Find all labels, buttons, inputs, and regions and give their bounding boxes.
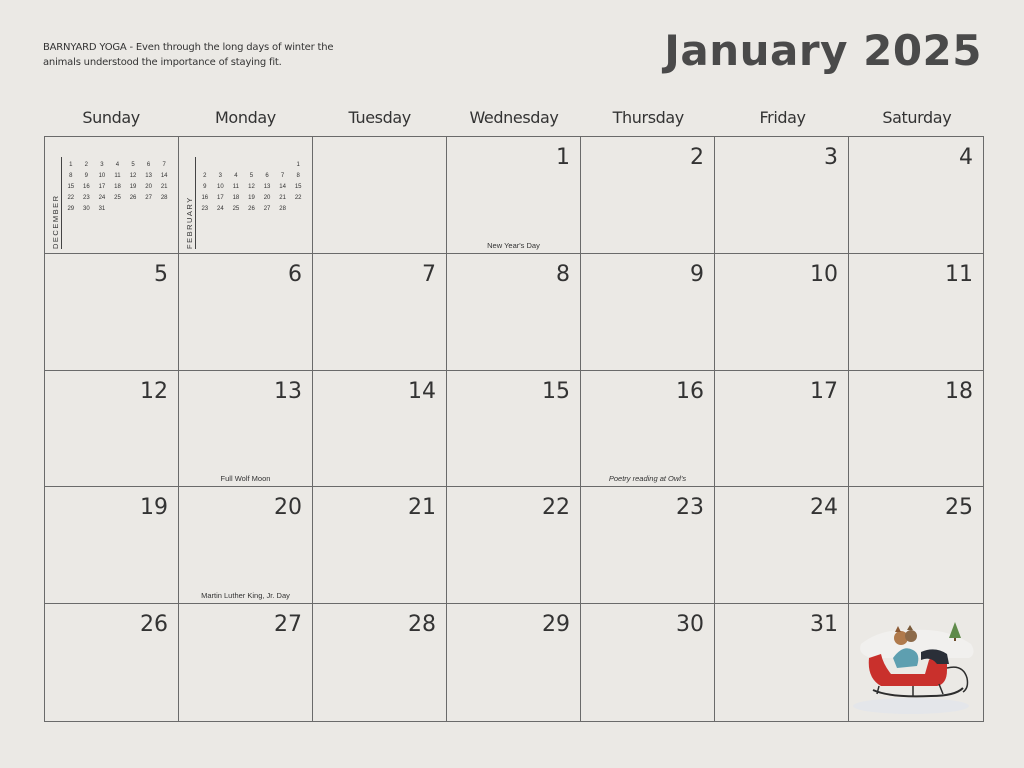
day-number: 3 — [824, 145, 838, 170]
day-cell[interactable] — [447, 371, 581, 488]
mini-calendar-date: 4 — [115, 161, 120, 168]
mini-calendar-date: 5 — [249, 172, 254, 179]
day-cell[interactable] — [581, 371, 715, 488]
mini-calendar-date: 24 — [98, 194, 106, 201]
mini-calendar-date — [213, 159, 229, 170]
weekday-header — [44, 108, 984, 136]
mini-calendar-date: 15 — [294, 183, 302, 190]
day-cell[interactable] — [313, 604, 447, 721]
day-number: 24 — [810, 495, 838, 521]
mini-calendar-date: 1 — [296, 161, 300, 168]
sleigh-illustration — [851, 608, 979, 716]
mini-calendar-date: 19 — [248, 194, 255, 201]
day-number: 6 — [288, 261, 302, 287]
day-cell[interactable] — [849, 137, 983, 254]
mini-calendar-prev — [49, 145, 172, 249]
mini-calendar-date: 17 — [98, 183, 106, 190]
day-number: 20 — [274, 495, 302, 521]
day-number: 15 — [542, 378, 570, 404]
mini-calendar-date: 5 — [131, 161, 135, 168]
mini-calendar-date: 13 — [263, 183, 271, 190]
day-cell[interactable] — [849, 371, 983, 488]
event-label: Full Wolf Moon — [220, 474, 271, 484]
mini-calendar-date: 28 — [279, 205, 286, 212]
day-cell[interactable] — [179, 137, 313, 254]
day-number: 21 — [408, 495, 436, 521]
day-number: 2 — [690, 145, 704, 170]
day-number: 14 — [408, 378, 436, 404]
mini-calendar-date: 2 — [84, 161, 89, 168]
day-number: 23 — [676, 495, 704, 521]
weekday-friday: Friday — [759, 108, 806, 127]
mini-calendar-date: 22 — [67, 194, 75, 201]
day-number: 7 — [422, 261, 436, 287]
day-cell[interactable] — [715, 604, 849, 721]
day-number: 9 — [690, 261, 704, 287]
mini-calendar-date: 22 — [294, 194, 302, 201]
day-number: 12 — [140, 378, 168, 404]
mini-calendar-month-label: DECEMBER — [51, 194, 60, 249]
day-cell[interactable] — [447, 487, 581, 604]
mini-calendar-date: 10 — [98, 172, 106, 179]
day-cell[interactable] — [581, 604, 715, 721]
day-number: 26 — [140, 612, 168, 638]
mini-calendar-date: 26 — [248, 205, 255, 212]
mini-calendar-month-label: FEBRUARY — [185, 196, 194, 249]
day-number: 27 — [274, 612, 302, 638]
day-cell[interactable] — [179, 254, 313, 371]
day-cell[interactable] — [179, 371, 313, 488]
day-number: 18 — [945, 378, 973, 404]
mini-calendar-date: 23 — [201, 205, 209, 212]
mini-calendar-date: 19 — [129, 183, 137, 190]
mini-calendar-date: 20 — [145, 183, 152, 190]
day-number: 17 — [810, 378, 838, 404]
mini-calendar-date — [197, 159, 213, 170]
day-number: 1 — [556, 145, 570, 170]
day-cell[interactable] — [179, 604, 313, 721]
event-label: Martin Luther King, Jr. Day — [201, 591, 290, 601]
mini-calendar-date — [125, 203, 141, 214]
day-cell[interactable] — [45, 371, 179, 488]
mini-calendar-date: 18 — [114, 183, 121, 190]
day-number: 10 — [810, 261, 838, 287]
day-cell[interactable] — [849, 487, 983, 604]
weekday-tuesday: Tuesday — [348, 108, 411, 127]
mini-calendar-date: 20 — [263, 194, 271, 201]
day-cell[interactable] — [447, 254, 581, 371]
mini-calendar-date — [156, 203, 172, 214]
day-cell[interactable] — [447, 604, 581, 721]
mini-calendar-date: 27 — [145, 194, 152, 201]
mini-calendar-date: 17 — [217, 194, 224, 201]
day-number: 5 — [154, 261, 168, 287]
mini-calendar-date: 10 — [217, 183, 224, 190]
day-cell[interactable] — [313, 487, 447, 604]
day-number: 22 — [542, 495, 570, 521]
weekday-monday: Monday — [215, 108, 276, 127]
mini-calendar-date: 25 — [232, 205, 240, 212]
mini-calendar-date: 21 — [160, 183, 168, 190]
day-cell[interactable] — [45, 604, 179, 721]
day-cell[interactable] — [313, 254, 447, 371]
day-cell[interactable] — [45, 254, 179, 371]
mini-calendar-date: 25 — [114, 194, 121, 201]
mini-calendar-date: 8 — [296, 172, 300, 179]
event-label: Poetry reading at Owl's — [608, 474, 687, 484]
mini-calendar-date: 29 — [67, 205, 75, 212]
mini-calendar-date: 28 — [160, 194, 168, 201]
day-number: 4 — [959, 145, 973, 170]
mini-calendar-divider — [61, 157, 62, 249]
mini-calendar-date: 13 — [145, 172, 152, 179]
day-cell[interactable] — [45, 487, 179, 604]
mini-calendar-date: 8 — [69, 172, 73, 179]
weekday-sunday: Sunday — [82, 108, 140, 127]
mini-calendar-date: 4 — [234, 172, 238, 179]
weekday-wednesday: Wednesday — [469, 108, 559, 127]
mini-calendar-date: 23 — [83, 194, 90, 201]
day-cell[interactable] — [849, 604, 983, 721]
mini-calendar-date: 12 — [248, 183, 255, 190]
weekday-thursday: Thursday — [612, 108, 684, 127]
mini-calendar-divider — [195, 157, 196, 249]
weekday-saturday: Saturday — [882, 108, 952, 127]
mini-calendar-date: 7 — [280, 172, 285, 179]
mini-calendar-date: 7 — [162, 161, 166, 168]
mini-calendar-date: 16 — [201, 194, 209, 201]
mini-calendar-date — [228, 159, 244, 170]
mini-calendar-date: 12 — [129, 172, 137, 179]
day-number: 25 — [945, 495, 973, 521]
day-number: 8 — [556, 261, 570, 287]
day-cell[interactable] — [45, 137, 179, 254]
day-number: 16 — [676, 378, 704, 404]
mini-calendar-date: 2 — [203, 172, 207, 179]
day-cell[interactable] — [849, 254, 983, 371]
day-number: 31 — [810, 612, 838, 638]
calendar-caption: BARNYARD YOGA - Even through the long days of winter the animals understood the importance of staying fit. — [43, 42, 334, 68]
mini-calendar-date: 30 — [83, 205, 90, 212]
mini-calendar-date: 14 — [279, 183, 286, 190]
day-number: 13 — [274, 378, 302, 404]
day-number: 11 — [945, 261, 973, 287]
mini-calendar-date: 6 — [265, 172, 269, 179]
day-number: 28 — [408, 612, 436, 638]
mini-calendar-date: 21 — [279, 194, 286, 201]
day-cell[interactable] — [715, 254, 849, 371]
mini-calendar-date — [244, 159, 260, 170]
mini-calendar-date — [290, 203, 306, 214]
mini-calendar-date: 16 — [83, 183, 90, 190]
mini-calendar-date: 31 — [98, 205, 106, 212]
mini-calendar-date: 3 — [100, 161, 104, 168]
mini-calendar-date: 1 — [69, 161, 73, 168]
mini-calendar-date — [141, 203, 157, 214]
event-label: New Year's Day — [487, 240, 540, 250]
mini-calendar-date — [259, 159, 275, 170]
day-number: 30 — [676, 612, 704, 638]
mini-calendar-date: 9 — [84, 172, 89, 179]
mini-calendar-date: 27 — [263, 205, 271, 212]
day-number: 29 — [542, 612, 570, 638]
mini-calendar-date — [275, 159, 291, 170]
day-number: 19 — [140, 495, 168, 521]
mini-calendar-date: 18 — [232, 194, 240, 201]
day-cell[interactable] — [313, 371, 447, 488]
day-cell[interactable] — [581, 487, 715, 604]
mini-calendar-date: 24 — [217, 205, 224, 212]
mini-calendar-date: 15 — [67, 183, 75, 190]
day-cell[interactable] — [715, 137, 849, 254]
day-cell[interactable] — [715, 371, 849, 488]
mini-calendar-date: 14 — [160, 172, 168, 179]
month-title: January 2025 — [664, 26, 982, 75]
mini-calendar-next — [183, 145, 306, 249]
mini-calendar-date: 3 — [218, 172, 223, 179]
day-cell[interactable] — [581, 137, 715, 254]
mini-calendar-date: 11 — [232, 183, 240, 190]
calendar-grid — [44, 136, 984, 722]
mini-calendar-date: 6 — [146, 161, 151, 168]
mini-calendar-date: 11 — [114, 172, 121, 179]
mini-calendar-date: 26 — [129, 194, 137, 201]
day-cell[interactable] — [447, 137, 581, 254]
day-cell[interactable] — [313, 137, 447, 254]
day-cell[interactable] — [179, 487, 313, 604]
day-cell[interactable] — [581, 254, 715, 371]
mini-calendar-date: 9 — [203, 183, 207, 190]
day-cell[interactable] — [715, 487, 849, 604]
mini-calendar-date — [110, 203, 126, 214]
